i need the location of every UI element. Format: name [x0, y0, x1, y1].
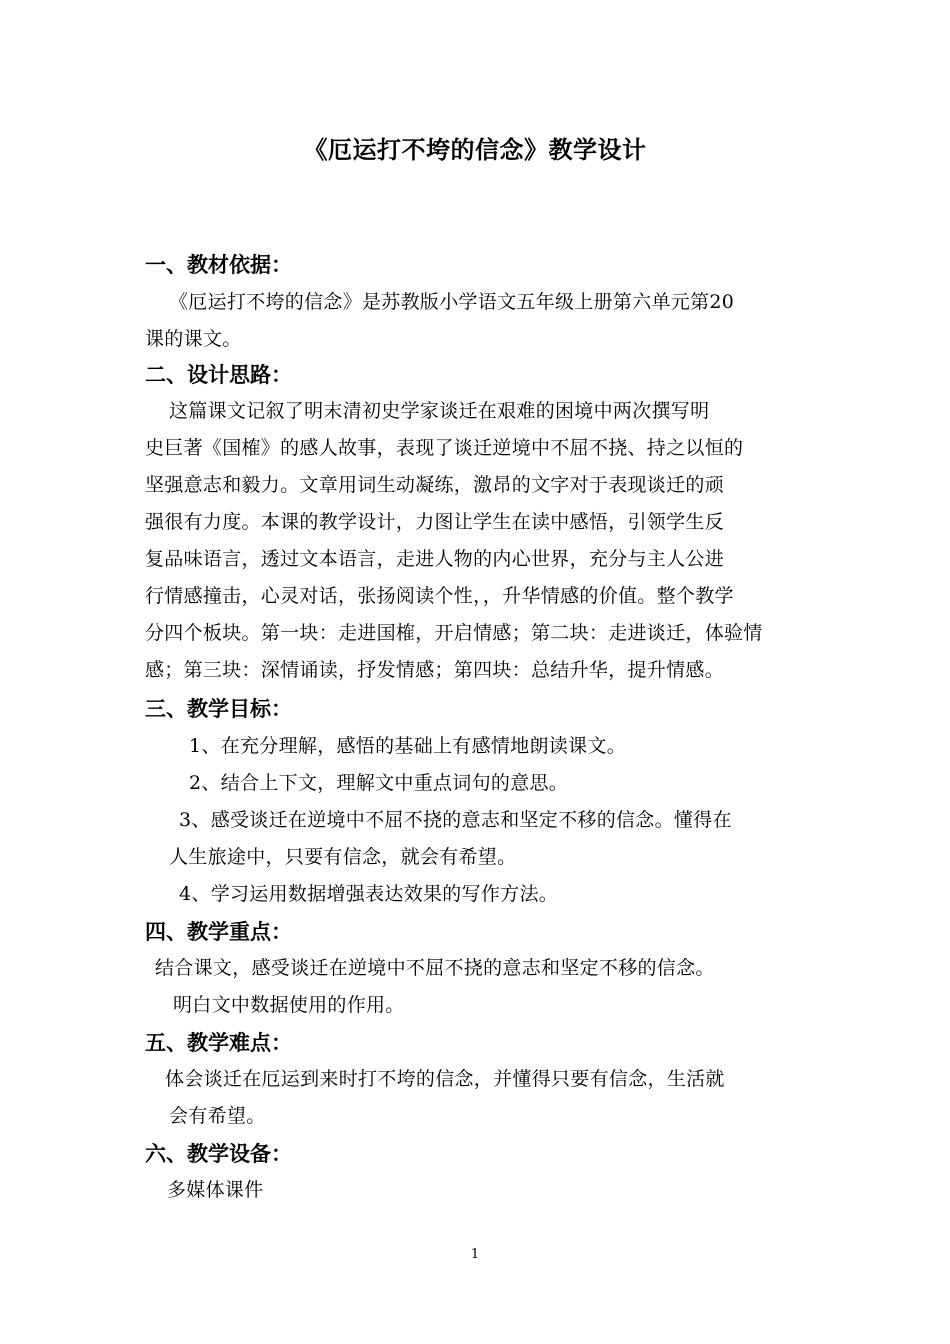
objective-item: 1、在充分理解，感悟的基础上有感情地朗读课文。 [189, 735, 626, 757]
section-body-key-points [145, 950, 715, 1024]
text-line: 强很有力度。本课的教学设计，力图让学生在读中感悟，引领学生反 [145, 511, 725, 533]
document-title: 《厄运打不垮的信念》教学设计 [303, 136, 647, 164]
text-line: 《厄运打不垮的信念》是苏教版小学语文五年级上册第六单元第20 [169, 291, 735, 313]
text-line: 史巨著《国榷》的感人故事，表现了谈迁逆境中不屈不挠、持之以恒的 [145, 437, 744, 459]
section-body-difficulties [145, 1061, 725, 1135]
page-number: 1 [470, 1247, 480, 1262]
text-line: 这篇课文记叙了明末清初史学家谈迁在艰难的困境中两次撰写明 [169, 400, 710, 422]
section-body-design-idea [145, 393, 763, 689]
text-line: 感；第三块：深情诵读，抒发情感；第四块：总结升华，提升情感。 [145, 659, 725, 681]
section-heading-design-idea: 二、设计思路： [145, 363, 292, 387]
section-body-objectives [145, 728, 732, 913]
section-heading-basis: 一、教材依据： [145, 253, 292, 277]
objective-item: 4、学习运用数据增强表达效果的写作方法。 [179, 883, 559, 905]
section-heading-key-points: 四、教学重点： [145, 920, 292, 944]
text-line: 课的课文。 [145, 328, 242, 350]
text-line: 明白文中数据使用的作用。 [173, 994, 405, 1016]
section-heading-difficulties: 五、教学难点： [145, 1031, 292, 1055]
text-line: 结合课文，感受谈迁在逆境中不屈不挠的意志和坚定不移的信念。 [155, 957, 715, 979]
text-line: 复品味语言，透过文本语言，走进人物的内心世界，充分与主人公进 [145, 548, 725, 570]
text-line: 坚强意志和毅力。文章用词生动凝练，激昂的文字对于表现谈迁的顽 [145, 474, 725, 496]
section-heading-equipment: 六、教学设备： [145, 1142, 292, 1166]
objective-item: 3、感受谈迁在逆境中不屈不挠的意志和坚定不移的信念。懂得在 [179, 809, 732, 831]
section-body-equipment [145, 1172, 264, 1209]
text-line: 人生旅途中，只要有信念，就会有希望。 [169, 846, 517, 868]
text-line: 分四个板块。第一块：走进国榷，开启情感；第二块：走进谈迁，体验情 [145, 622, 763, 644]
text-line: 会有希望。 [169, 1105, 266, 1127]
section-body-basis [145, 284, 734, 358]
text-line: 多媒体课件 [167, 1179, 264, 1201]
section-heading-objectives: 三、教学目标： [145, 697, 292, 721]
objective-item: 2、结合上下文，理解文中重点词句的意思。 [189, 772, 569, 794]
text-line: 体会谈迁在厄运到来时打不垮的信念，并懂得只要有信念，生活就 [165, 1068, 725, 1090]
text-line: 行情感撞击，心灵对话，张扬阅读个性，，升华情感的价值。整个教学 [145, 585, 734, 607]
